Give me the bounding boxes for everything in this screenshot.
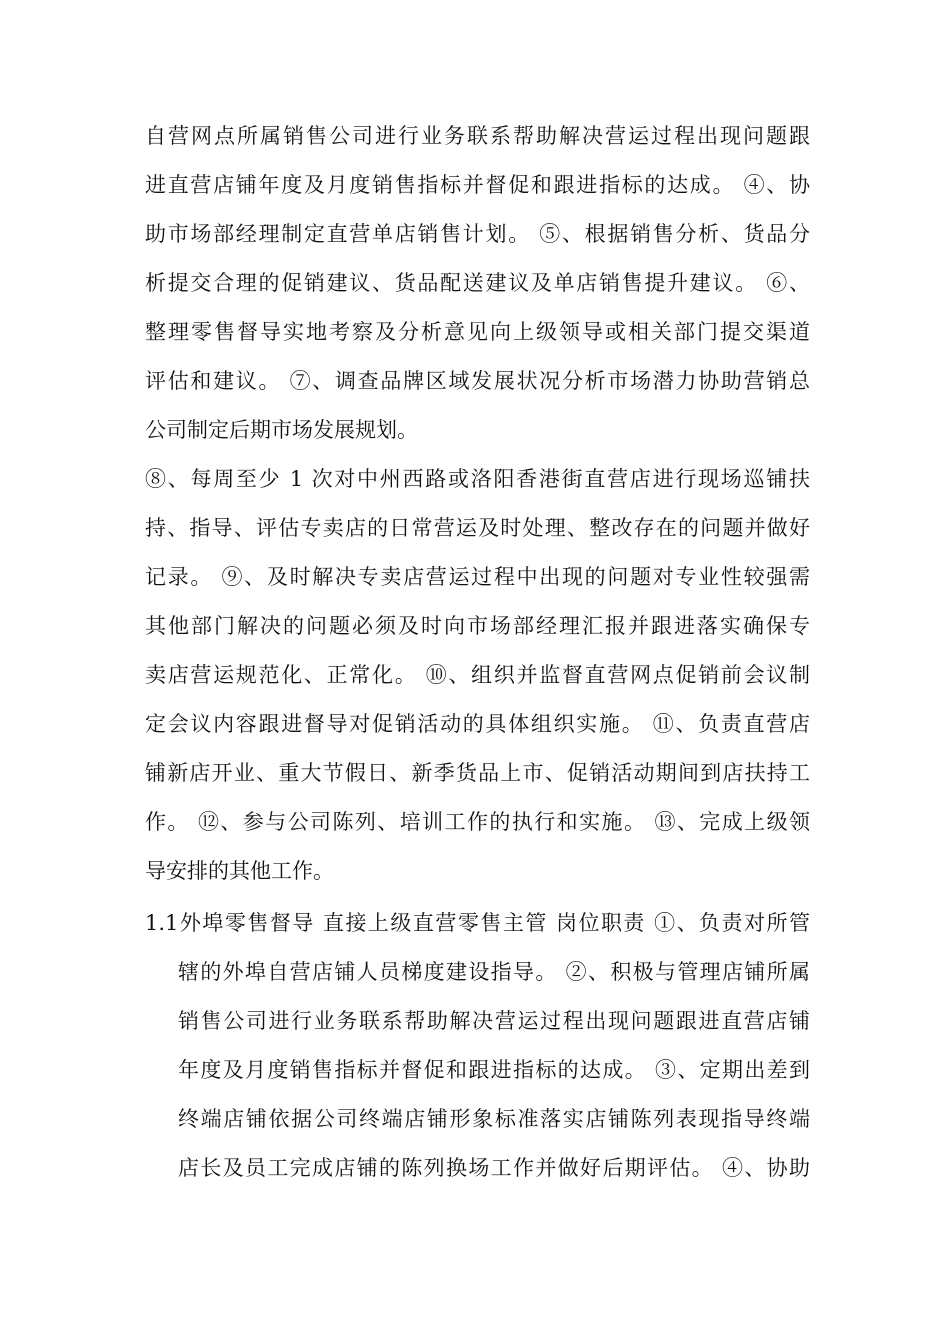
text-line: 公司制定后期市场发展规划。	[145, 418, 418, 442]
text-line: 导安排的其他工作。	[145, 859, 334, 883]
text-line: 评估和建议。 ⑦、调查品牌区域发展状况分析市场潜力协助营销总	[145, 369, 810, 393]
text-line: 作。 ⑫、参与公司陈列、培训工作的执行和实施。 ⑬、完成上级领	[145, 810, 810, 834]
document-body	[145, 112, 810, 1193]
paragraph-duties-continued	[145, 112, 810, 455]
text-line: 卖店营运规范化、正常化。 ⑩、组织并监督直营网点促销前会议制	[145, 663, 810, 687]
text-line: ⑧、每周至少 1 次对中州西路或洛阳香港街直营店进行现场巡铺扶	[145, 467, 810, 491]
text-line: 析提交合理的促销建议、货品配送建议及单店销售提升建议。 ⑥、	[145, 271, 810, 295]
text-line: 辖的外埠自营店铺人员梯度建设指导。 ②、积极与管理店铺所属	[178, 960, 810, 984]
text-line: 持、指导、评估专卖店的日常营运及时处理、整改存在的问题并做好	[145, 516, 810, 540]
text-line: 自营网点所属销售公司进行业务联系帮助解决营运过程出现问题跟	[145, 124, 810, 148]
text-line: 整理零售督导实地考察及分析意见向上级领导或相关部门提交渠道	[145, 320, 810, 344]
text-line: 助市场部经理制定直营单店销售计划。 ⑤、根据销售分析、货品分	[145, 222, 810, 246]
text-line: 终端店铺依据公司终端店铺形象标准落实店铺陈列表现指导终端	[178, 1107, 810, 1131]
text-line: 店长及员工完成店铺的陈列换场工作并做好后期评估。 ④、协助	[178, 1156, 810, 1180]
text-line: 铺新店开业、重大节假日、新季货品上市、促销活动期间到店扶持工	[145, 761, 810, 785]
text-line: 记录。 ⑨、及时解决专卖店营运过程中出现的问题对专业性较强需	[145, 565, 810, 589]
section-1-1-outer-retail-supervisor	[145, 899, 810, 1193]
paragraph-store-inspection	[145, 455, 810, 896]
text-line: 销售公司进行业务联系帮助解决营运过程出现问题跟进直营店铺	[178, 1009, 810, 1033]
text-line: 年度及月度销售指标并督促和跟进指标的达成。 ③、定期出差到	[178, 1058, 810, 1082]
text-line: 进直营店铺年度及月度销售指标并督促和跟进指标的达成。 ④、协	[145, 173, 810, 197]
text-line: 其他部门解决的问题必须及时向市场部经理汇报并跟进落实确保专	[145, 614, 810, 638]
section-heading-line: 1.1外埠零售督导 直接上级直营零售主管 岗位职责 ①、负责对所管	[145, 911, 810, 935]
text-line: 定会议内容跟进督导对促销活动的具体组织实施。 ⑪、负责直营店	[145, 712, 810, 736]
